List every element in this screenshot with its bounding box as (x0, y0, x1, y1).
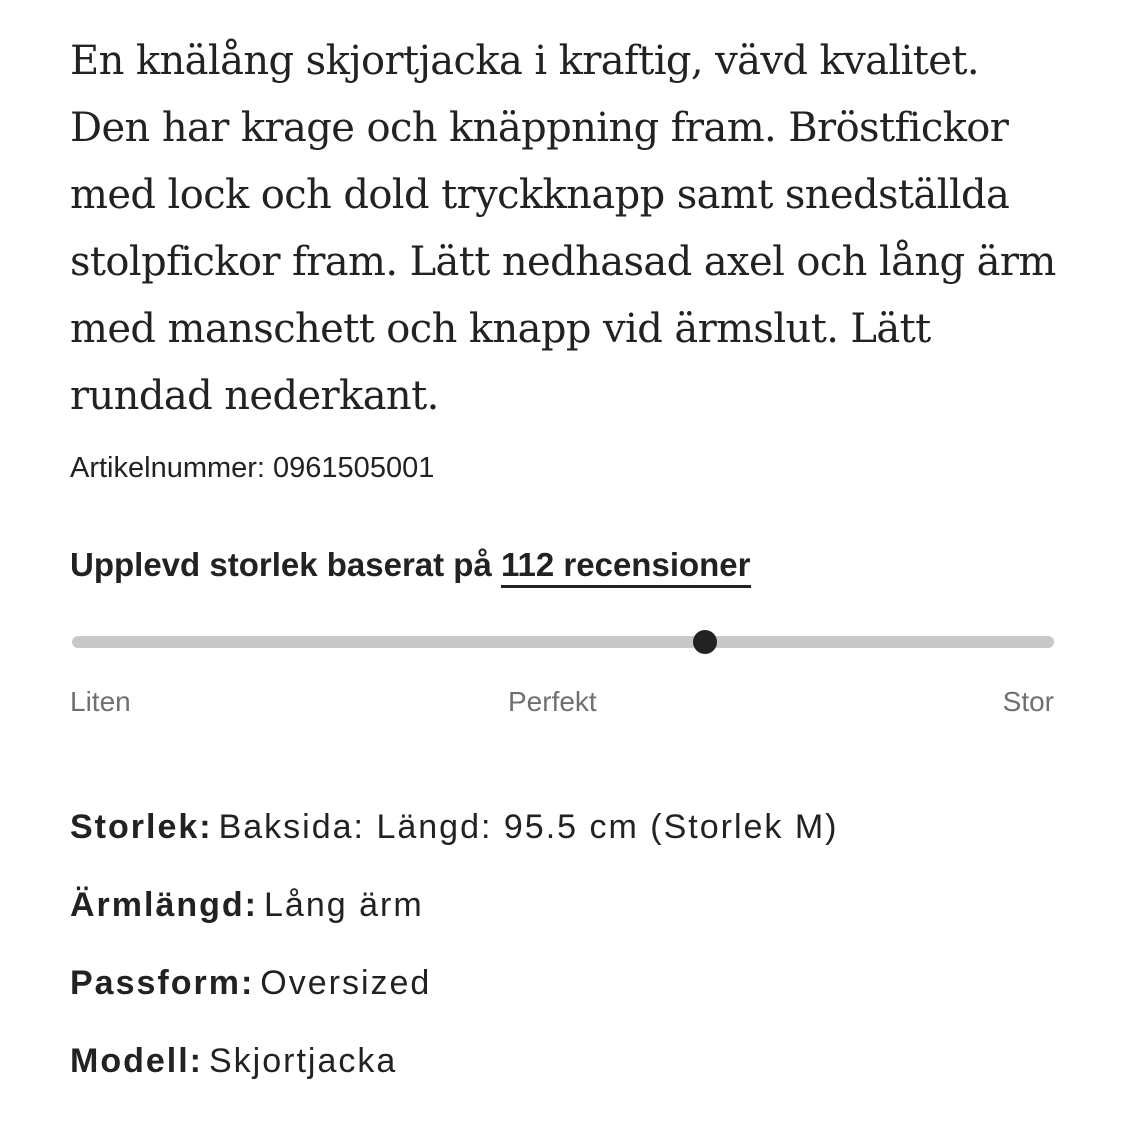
description-line: med lock och dold tryckknapp samt snedställda (70, 172, 1010, 218)
spec-value: Baksida: Längd: 95.5 cm (Storlek M) (218, 808, 839, 846)
fit-label-small: Liten (70, 686, 131, 717)
reviews-link[interactable]: 112 recensioner (501, 546, 751, 588)
spec-key: Modell: (70, 1042, 203, 1080)
product-description (70, 28, 1060, 430)
fit-heading-text: Upplevd storlek baserat på (70, 546, 492, 583)
spec-size (70, 808, 839, 847)
spec-value: Oversized (260, 964, 432, 1002)
spec-value: Skjortjacka (208, 1042, 398, 1080)
spec-model (70, 1042, 397, 1081)
description-line: stolpfickor fram. Lätt nedhasad axel och lång ärm (70, 239, 1056, 285)
spec-sleeve-length (70, 886, 424, 925)
description-line: En knälång skjortjacka i kraftig, vävd kvalitet. (70, 38, 979, 84)
description-line: Den har krage och knäppning fram. Bröstfickor (70, 105, 1009, 151)
fit-label-large: Stor (1002, 686, 1054, 717)
fit-slider-thumb (693, 630, 717, 654)
description-line: rundad nederkant. (70, 373, 439, 419)
spec-fit (70, 964, 431, 1003)
fit-slider-track (72, 636, 1054, 648)
spec-key: Storlek: (70, 808, 213, 846)
description-line: med manschett och knapp vid ärmslut. Lätt (70, 306, 931, 352)
spec-key: Ärmlängd: (70, 886, 258, 924)
spec-key: Passform: (70, 964, 255, 1002)
article-number: Artikelnummer: 0961505001 (70, 452, 435, 484)
spec-value: Lång ärm (264, 886, 424, 924)
fit-heading (70, 546, 751, 584)
fit-label-perfect: Perfekt (508, 686, 597, 717)
